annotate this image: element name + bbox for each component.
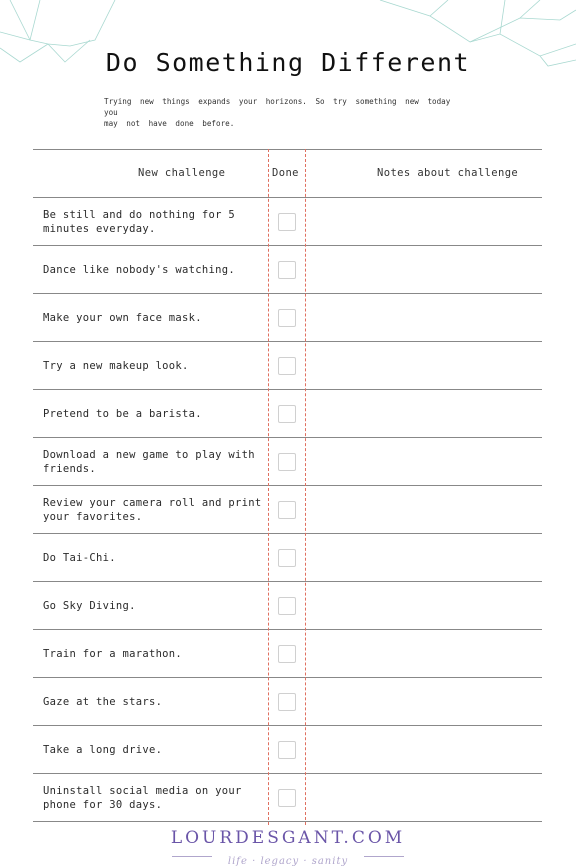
table-row [33,342,542,390]
table-row [33,534,542,582]
done-checkbox[interactable] [278,597,296,615]
column-header-notes: Notes about challenge [377,167,519,179]
challenge-table [33,149,542,822]
table-row [33,246,542,294]
notes-cell[interactable] [308,390,542,437]
intro-text [104,96,494,129]
intro-line: may not have done before. [104,119,235,128]
done-checkbox[interactable] [278,405,296,423]
notes-cell[interactable] [308,582,542,629]
challenge-text: Review your camera roll and print your favorites. [43,496,262,523]
notes-cell[interactable] [308,198,542,245]
done-checkbox[interactable] [278,453,296,471]
intro-line: Trying new things expands your horizons. So try something new today [104,97,451,106]
table-row [33,198,542,246]
notes-cell[interactable] [308,678,542,725]
table-row [33,726,542,774]
challenge-text: Be still and do nothing for 5 minutes everyday. [43,208,236,235]
notes-cell[interactable] [308,726,542,773]
footer [0,828,576,867]
notes-cell[interactable] [308,294,542,341]
challenge-text: Take a long drive. [43,743,163,756]
tagline-rule [364,856,404,857]
challenge-text: Gaze at the stars. [43,695,163,708]
tagline-row [0,849,576,867]
table-row [33,630,542,678]
challenge-text: Uninstall social media on your phone for 30 days. [43,784,242,811]
done-checkbox[interactable] [278,213,296,231]
done-checkbox[interactable] [278,261,296,279]
table-row [33,678,542,726]
notes-cell[interactable] [308,342,542,389]
notes-cell[interactable] [308,534,542,581]
challenge-text: Dance like nobody's watching. [43,263,236,276]
done-checkbox[interactable] [278,501,296,519]
done-checkbox[interactable] [278,645,296,663]
notes-cell[interactable] [308,774,542,821]
table-row [33,582,542,630]
brand-tagline: life · legacy · sanity [227,856,349,867]
table-row [33,774,542,822]
notes-cell[interactable] [308,438,542,485]
challenge-text: Download a new game to play with friends. [43,448,255,475]
table-row [33,390,542,438]
dashed-divider-left [268,149,269,825]
done-checkbox[interactable] [278,789,296,807]
brand-logo-text: LOURDESGANT.COM [170,828,406,848]
challenge-text: Make your own face mask. [43,311,202,324]
done-checkbox[interactable] [278,693,296,711]
page-title: Do Something Different [105,48,471,77]
challenge-text: Train for a marathon. [43,647,183,660]
table-body [33,198,542,822]
challenge-text: Do Tai-Chi. [43,551,116,564]
done-checkbox[interactable] [278,741,296,759]
column-header-done: Done [272,167,299,179]
notes-cell[interactable] [308,486,542,533]
challenge-text: Pretend to be a barista. [43,407,202,420]
dashed-divider-right [305,149,306,825]
notes-cell[interactable] [308,246,542,293]
tagline-rule [172,856,212,857]
table-row [33,438,542,486]
done-checkbox[interactable] [278,549,296,567]
intro-line: you [104,108,118,117]
column-header-challenge: New challenge [138,167,226,179]
table-row [33,294,542,342]
done-checkbox[interactable] [278,357,296,375]
done-checkbox[interactable] [278,309,296,327]
table-row [33,486,542,534]
challenge-text: Go Sky Diving. [43,599,136,612]
table-header [33,150,542,198]
notes-cell[interactable] [308,630,542,677]
challenge-text: Try a new makeup look. [43,359,189,372]
